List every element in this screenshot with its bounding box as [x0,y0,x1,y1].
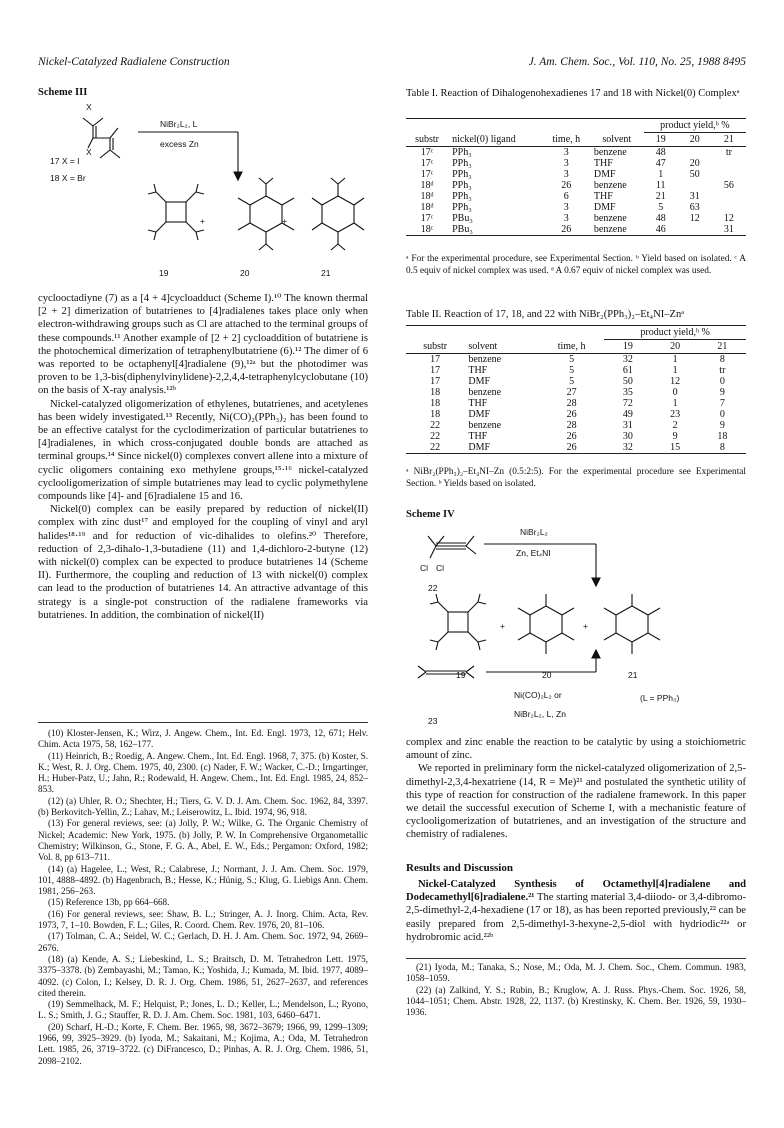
table-2-cell: 0 [672,387,678,398]
scheme-4-reagent-1: NiBr₂L₂ [520,527,548,537]
table-1-cell: benzene [593,213,627,224]
compound-21b-label: 21 [628,670,638,680]
table-1-cell: 31 [689,191,700,202]
compound-19-label: 19 [159,268,169,278]
table-2-cell: 5 [569,354,575,365]
table-2-cell: 49 [622,409,633,420]
table-1-cell: 1 [658,169,664,180]
reference-20: (20) Scharf, H.-D.; Korte, F. Chem. Ber. 1965, 98, 3672–3679; 1966, 99, 1299–1309; 1966, 99, 3925–3929. (b) Iyoda, M.; Sakaitani, M.; Kojima, A.; Oda, M. Tetrahedron Lett. 1985, 26, 3719–3722. (c) DiFrancesco, D.; Pinhas, A. R. J. Org. Chem. 1986, 51, 2098–2102. [38,1021,368,1066]
table-2-cell: 8 [719,354,725,365]
table-1-cell: 3 [563,202,569,213]
scheme-4-reagent-4: NiBr₂L₂, L, Zn [514,709,566,719]
table-1-cell: 26 [561,224,572,235]
reference-16: (16) For general reviews, see: Shaw, B. L.; Stringer, A. J. Inorg. Chim. Acta, Rev. 1973, 7, 1–10. Bowden, F. L.; Giles, R. Coord. Chem. Rev. 1976, 20, 81–106. [38,908,368,931]
table-2-title: Table II. Reaction of 17, 18, and 22 with NiBr₂(PPh₃)₂–Et₄NI–Znᵃ [406,309,685,320]
table-1-cell: 63 [689,202,700,213]
table-1-col-header: time, h [552,133,581,145]
scheme-4-reagent-3: Ni(CO)₂L₂ or [514,690,562,700]
reference-11: (11) Heinrich, B.; Roedig, A. Angew. Chem., Int. Ed. Engl. 1968, 7, 375. (b) Koster, S. K.; West, R. J. Org. Chem. 1975, 40, 2300. (c) Nader, F. W.; Wacker, C.-D.; Irngartinger, H.; Huber-Patz, U.; Jahn, R.; Rodewald, H. Angew. Chem., Int. Ed. Engl. 1985, 24, 852–853. [38,750,368,795]
table-2-cell: 5 [569,365,575,376]
scheme-3-reagent-2: excess Zn [160,139,199,149]
table-2-cell: THF [468,431,488,442]
table-1-cell: 18ᵈ [420,180,434,191]
table-2-group-header: product yield,ᵇ % [604,326,746,340]
scheme-3-title: Scheme III [38,87,88,98]
scheme-3-diagram [38,98,368,278]
table-1-cell: THF [593,191,613,202]
reference-12: (12) (a) Uhler, R. O.; Shechter, H.; Tiers, G. V. D. J. Am. Chem. Soc. 1962, 84, 3397. (b) Berkovitch-Yellin, Z.; Lahav, M.; Leiserowitz, L. Ibid. 1974, 96, 918. [38,795,368,818]
reference-14: (14) (a) Hagelee, L.; West, R.; Calabrese, J.; Normant, J. J. Am. Chem. Soc. 1979, 101, 4888–4892. (b) Hagenbrach, B.; Hesse, K.; Hünig, S.; Klug, G. Liebigs Ann. Chem. 1981, 256–263. [38,863,368,897]
table-1-cell: PPh₃ [452,202,472,213]
scheme-3-reagent-1: NiBr₂L₂, L [160,119,198,129]
table-2-cell: 32 [622,442,633,453]
table-1-cell [678,224,712,236]
table-1-col-header: 21 [723,134,734,145]
table-2-cell: 22 [430,431,441,442]
table-2-cell: 9 [672,431,678,442]
table-2-cell: 2 [672,420,678,431]
table-2-row [406,409,746,420]
right-footnote-rule [406,958,746,959]
scheme-3-x-top: X [86,102,92,112]
left-para-2: Nickel-catalyzed oligomerization of ethylenes, butatrienes, and acetylenes has been widely investigated.¹³ Recently, Ni(CO)₂(PPh₃)₂ has been found to be an effective catalyst for the cyclodimerization of particular butatrienes to [4]radialenes, in which cross-conjugated double bonds are attached as terminal groups.¹⁴ Since nickel(0) complexes convert allene into a mixture of cyclic oligomers containing exo methylene groups,¹⁵·¹⁶ nickel-catalyzed cyclooligomerization of simple butatrienes may lead to cyclic polymethylene compounds like [4]- and [6]radialene 15 and 16. [38,398,368,503]
table-1-cell: DMF [593,202,616,213]
table-1-cell: 18ᵈ [420,191,434,202]
table-1-cell [712,191,746,202]
table-2-header-row [406,340,746,354]
table-2-cell: DMF [468,442,491,453]
table-2-row [406,431,746,442]
table-2-cell: 18 [430,409,441,420]
references-right [406,962,746,1018]
table-2-col-header: time, h [557,340,586,352]
table-2-row [406,398,746,409]
table-2-cell: DMF [468,409,491,420]
table-2-cell: 30 [622,431,633,442]
table-1-cell: 48 [655,147,666,158]
table-1-cell: DMF [593,169,616,180]
table-1-body [406,147,746,236]
table-1-cell: 26 [561,180,572,191]
table-1 [406,118,746,236]
table-1-footnote: ᵃ For the experimental procedure, see Experimental Section. ᵇ Yield based on isolated. ᶜ A 0.5 equiv of nickel complex was used. ᵈ A 0.67 equiv of nickel complex was used. [406,254,746,276]
table-2-cell: 18 [430,387,441,398]
table-1-cell: 5 [658,202,664,213]
table-1-cell: 3 [563,169,569,180]
table-1-cell: 12 [689,213,700,224]
reference-15: (15) Reference 13b, pp 664–668. [48,897,170,908]
table-2-cell: benzene [468,354,502,365]
table-1-cell: benzene [593,147,627,158]
table-1-cell: 20 [689,158,700,169]
table-2-row [406,387,746,398]
table-2-cell: THF [468,365,488,376]
table-2-cell: 26 [566,442,577,453]
table-2-cell: 26 [566,409,577,420]
table-2-col-header: substr [423,340,448,352]
right-para-2: We reported in preliminary form the nickel-catalyzed oligomerization of 2,5-dimethyl-2,3,4-hexatriene (14, R = Me)²¹ and postulated the synthetic utility of this type of reaction for construction of the radialene framework. In this paper we detail the successful execution of Scheme I, with a mechanistic feature of cyclooligomerization of butatrienes, and an investigation of the structure and chemistry of radialenes. [406,763,746,841]
scheme-3-label-17: 17 X = I [50,156,80,166]
right-body-text [406,736,746,842]
table-1-cell: 47 [655,158,666,169]
table-2-cell: 9 [719,387,725,398]
left-para-1: cyclooctadiyne (7) as a [4 + 4]cycloadduct (Scheme I).¹⁰ The known thermal [2 + 2] dimerization of butatrienes to [4]radialenes takes place only when electron-withdrawing groups such as Cl are attached to the terminal groups of these compounds.¹¹ Another example of [2 + 2] cycloaddition of butatriene is the photochemical dimerization of tetraphenylbutatriene (6).¹² The dimer of 6 was reported to be octaphenyl[4]radialene (9),¹²ᵃ but the photodimer was proven to be 1,3-bis(diphenylvinylidene)-2,2,4,4-tetraphenylcyclobutane (10) on the basis of X-ray analysis.¹²ᵇ [38,293,368,397]
table-2-cell: 0 [719,376,725,387]
table-1-cell: 21 [655,191,666,202]
table-2-cell: 50 [622,376,633,387]
compound-21-label: 21 [321,268,331,278]
table-1-cell: PPh₃ [452,169,472,180]
compound-19b-label: 19 [456,670,466,680]
table-1-cell: 17ᶜ [420,169,434,180]
scheme-3-label-18: 18 X = Br [50,173,86,183]
scheme-4-title: Scheme IV [406,509,455,520]
table-2-cell: 1 [672,398,678,409]
reference-18: (18) (a) Kende, A. S.; Liebeskind, L. S.; Braitsch, D. M. Tetrahedron Lett. 1975, 3375–3378. (b) Zembayashi, M.; Tamao, K.; Yoshida, J.; Kumada, M. Ibid. 1977, 4089–4092. (c) Colon, I.; Kelsey, D. R. J. Org. Chem. 1986, 51, 2627–2637, and references cited therein. [38,953,368,998]
table-2-row [406,365,746,376]
table-2 [406,325,746,454]
section-heading: Results and Discussion [406,862,513,874]
table-2-cell: 28 [566,420,577,431]
reference-22: (22) (a) Zalkind, Y. S.; Rubin, B.; Kruglow, A. J. Russ. Phys.-Chem. Soc. 1926, 58, 1044–1051; Chem. Abstr. 1928, 22, 1137. (b) Krestinsky, K. Chem. Ber. 1926, 59, 1930–1936. [406,984,746,1018]
table-1-cell: 12 [723,213,734,224]
table-1-cell: PBu₃ [452,224,473,235]
table-1-cell: 18ᵈ [420,202,434,213]
table-1-cell: 11 [655,180,666,191]
table-1-col-header: nickel(0) ligand [452,133,516,145]
table-2-cell: 35 [622,387,633,398]
running-head-left: Nickel-Catalyzed Radialene Construction [38,56,230,68]
table-1-cell: 17ᶜ [420,158,434,169]
table-1-title: Table I. Reaction of Dihalogenohexadienes 17 and 18 with Nickel(0) Complexᵃ [406,88,740,99]
table-1-cell: 56 [723,180,734,191]
table-2-cell: 23 [670,409,681,420]
scheme-4-cl-2: Cl [436,563,445,573]
table-1-cell: 17ᶜ [420,147,434,158]
table-2-cell: 1 [672,365,678,376]
running-head-right: J. Am. Chem. Soc., Vol. 110, No. 25, 1988 8495 [528,56,746,68]
table-2-footnote: ᵃ NiBr₂(PPh₃)₂–Et₄NI–Zn (0.5:2:5). For the experimental procedure see Experimental Section. ᵇ Yields based on isolated. [406,467,746,489]
table-2-cell: 12 [670,376,681,387]
table-1-col-header: solvent [602,133,632,145]
left-body-text [38,292,368,622]
table-2-cell: tr [719,365,726,376]
compound-20-label: 20 [240,268,250,278]
table-2-cell: 26 [566,431,577,442]
table-1-cell [712,158,746,169]
table-2-cell: 18 [430,398,441,409]
table-2-cell: 7 [719,398,725,409]
scheme-4-cl-1: Cl [420,563,429,573]
table-1-cell: benzene [593,180,627,191]
reference-17: (17) Tolman, C. A.; Seidel, W. C.; Gerlach, D. H. J. Am. Chem. Soc. 1972, 94, 2669–2676. [38,931,368,953]
table-1-cell [712,202,746,213]
table-1-cell: THF [593,158,613,169]
table-2-cell: 28 [566,398,577,409]
table-1-cell: 3 [563,147,569,158]
table-1-cell: 3 [563,158,569,169]
table-1-cell: PPh₃ [452,158,472,169]
table-2-row [406,420,746,431]
table-1-cell: 48 [655,213,666,224]
table-2-body [406,354,746,454]
scheme-4-reagent-2: Zn, Et₄NI [516,548,551,558]
table-1-cell: 6 [563,191,569,202]
table-1-cell: PPh₃ [452,191,472,202]
table-1-cell: 46 [655,224,666,235]
table-2-cell: DMF [468,376,491,387]
table-1-row [406,213,746,224]
table-1-row [406,169,746,180]
scheme-4-l-note: (L = PPh₃) [640,693,680,703]
table-2-cell: benzene [468,420,502,431]
table-2-cell: 18 [717,431,728,442]
table-2-cell: 17 [430,376,441,387]
table-2-cell: 61 [622,365,633,376]
table-1-cell: 50 [689,169,700,180]
table-2-cell: 17 [430,354,441,365]
scheme-4-plus-1: + [500,621,505,631]
compound-22-label: 22 [428,583,438,593]
scheme-4-plus-2: + [583,621,588,631]
reference-19: (19) Semmelhack, M. F.; Helquist, P.; Jones, L. D.; Keller, L.; Mendelson, L.; Ryono, L. S.; Smith, J. G.; Stauffer, R. D. J. Am. Chem. Soc. 1981, 103, 6460–6471. [38,999,368,1021]
reference-10: (10) Kloster-Jensen, K.; Wirz, J. Angew. Chem., Int. Ed. Engl. 1973, 12, 671; Helv. Chim. Acta 1975, 58, 162–177. [38,728,368,750]
table-1-cell: 31 [723,224,734,235]
table-1-cell: 3 [563,213,569,224]
table-1-row [406,158,746,169]
table-1-cell: 18ᶜ [420,224,434,235]
table-1-cell [678,180,712,191]
table-2-cell: 15 [670,442,681,453]
table-2-col-header: solvent [468,340,498,352]
compound-23-label: 23 [428,716,438,726]
table-2-cell: benzene [468,387,502,398]
scheme-3-plus-2: + [282,216,287,226]
table-1-row [406,224,746,236]
table-2-col-header: 20 [670,341,681,352]
table-2-cell: THF [468,398,488,409]
table-1-cell: benzene [593,224,627,235]
table-1-row [406,191,746,202]
table-2-col-header: 21 [717,341,728,352]
footnote-rule [38,722,368,723]
table-1-cell [678,147,712,159]
references-left [38,728,368,1067]
table-2-cell: 9 [719,420,725,431]
table-1-cell: PBu₃ [452,213,473,224]
table-1-group-header: product yield,ᵇ % [644,119,746,133]
table-2-cell: 5 [569,376,575,387]
table-2-cell: 22 [430,420,441,431]
table-2-cell: 17 [430,365,441,376]
reference-13: (13) For general reviews, see: (a) Jolly, P. W.; Wilke, G. The Organic Chemistry of Nickel; Academic: New York, 1975. (b) Jolly, P. W. In Comprehensive Organometallic Chemistry; Wilkinson, G., Stone, F. G. A., Abel, E. W., Eds.; Pergamon: Oxford, 1982; Vol. 8, pp 613–711. [38,818,368,863]
results-text: The starting material 3,4-diiodo- or 3,4-dibromo-2,5-dimethyl-2,4-hexadiene (17 or 18), as has been reported previously,²² can be easily prepared from 2,5-dimethyl-3-hexyne-2,5-diol with hydriodic²²ᵃ or hydrobromic acid.²²ᵇ [406,892,746,943]
scheme-3-plus-1: + [200,216,205,226]
table-2-row [406,354,746,366]
table-2-col-header: 19 [622,341,633,352]
table-2-row [406,376,746,387]
scheme-3-x-bottom: X [86,147,92,157]
table-1-cell: PPh₃ [452,147,472,158]
table-2-cell: 0 [719,409,725,420]
results-paragraph [406,878,746,944]
table-1-cell [712,169,746,180]
table-2-row [406,442,746,454]
table-1-col-header: 20 [689,134,700,145]
table-1-header-row [406,133,746,147]
reference-21: (21) Iyoda, M.; Tanaka, S.; Nose, M.; Oda, M. J. Chem. Soc., Chem. Commun. 1983, 1058–1059. [406,962,746,984]
table-1-row [406,147,746,159]
table-1-col-header: substr [415,133,440,145]
left-para-3: Nickel(0) complex can be easily prepared by reduction of nickel(II) complex with zinc dust¹⁷ and employed for the coupling of vinyl and aryl halides¹⁸·¹⁹ and for reduction of vic-dihalides to olefins.²⁰ Therefore, reduction of 2,3-dihalo-1,3-butadiene (11) and 1,4-dichloro-2-butyne (12) with nickel(0) complex can be expected to produce butatrienes 14 (Scheme II). Furthermore, the coupling and reduction of 13 with nickel(0) complex can lead to the production of butatrienes 14. An attractive advantage of this strategy is a single-pot construction of the radialene frameworks via butatrienes. In addition, the combination of nickel(II) [38,504,368,621]
table-2-cell: 22 [430,442,441,453]
subsection-heading: Nickel-Catalyzed Synthesis of Octamethyl[4]radialene and Dodecamethyl[6]radialene.²¹ [406,879,746,904]
table-2-cell: 8 [719,442,725,453]
table-1-cell: 17ᶜ [420,213,434,224]
table-1-col-header: 19 [655,134,666,145]
table-2-cell: 32 [622,354,633,365]
compound-20b-label: 20 [542,670,552,680]
table-2-cell: 31 [622,420,633,431]
table-1-cell: tr [725,147,732,158]
table-2-cell: 72 [622,398,633,409]
table-1-row [406,180,746,191]
table-2-cell: 27 [566,387,577,398]
table-1-row [406,202,746,213]
table-1-cell: PPh₃ [452,180,472,191]
table-2-cell: 1 [672,354,678,365]
right-para-1: complex and zinc enable the reaction to be catalytic by using a stoichiometric amount of zinc. [406,737,746,762]
